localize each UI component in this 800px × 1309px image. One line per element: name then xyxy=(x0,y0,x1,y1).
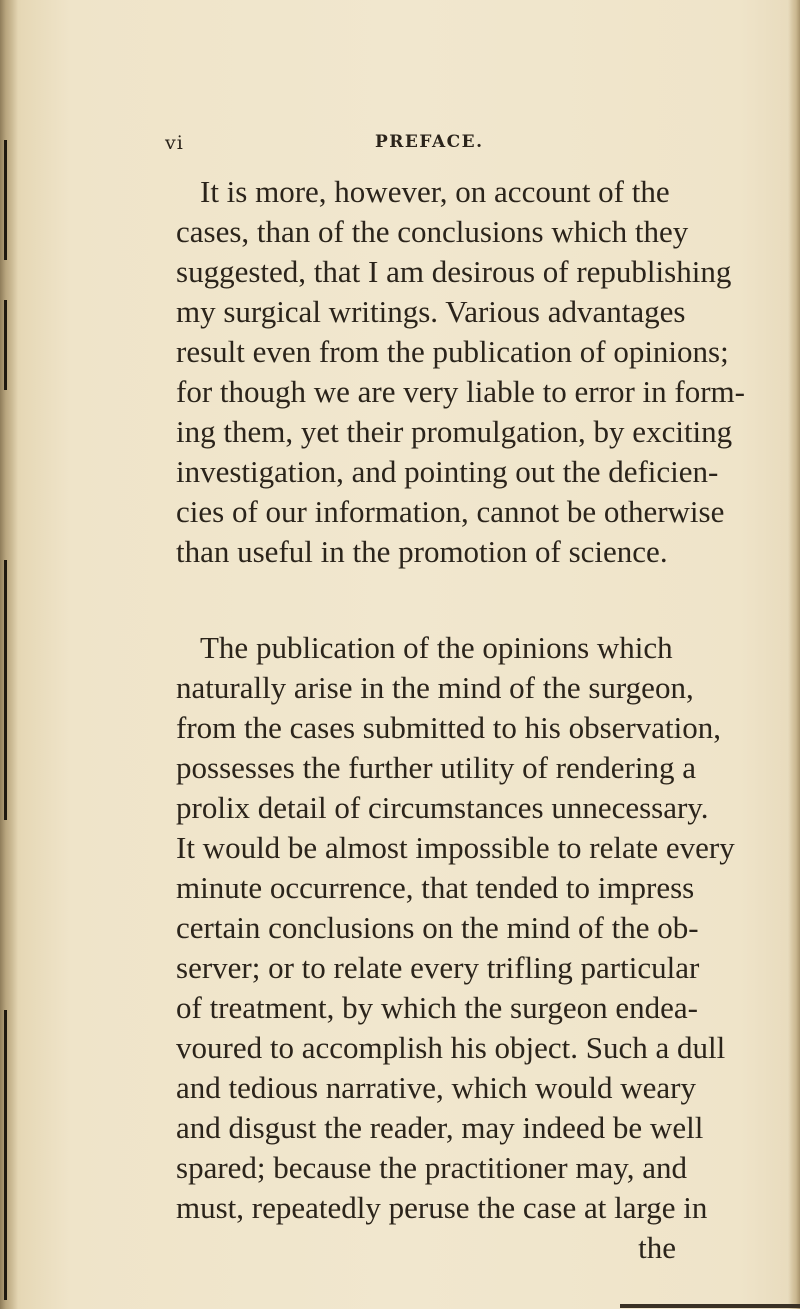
spine-mark xyxy=(4,1010,7,1300)
text-line: from the cases submitted to his observation, xyxy=(176,710,721,745)
spine-shadow xyxy=(0,0,18,1309)
text-line: server; or to relate every trifling particular xyxy=(176,950,700,985)
text-line: and disgust the reader, may indeed be well xyxy=(176,1110,704,1145)
paragraph-gap xyxy=(176,572,676,628)
text-line: result even from the publication of opinions; xyxy=(176,334,729,369)
paragraph-2 xyxy=(176,628,735,1228)
text-line: for though we are very liable to error in form- xyxy=(176,374,745,409)
text-line: prolix detail of circumstances unnecessary. xyxy=(176,790,709,825)
text-line: It would be almost impossible to relate every xyxy=(176,830,735,865)
spine-mark xyxy=(4,560,7,820)
text-line: cies of our information, cannot be otherwise xyxy=(176,494,725,529)
text-line: The publication of the opinions which xyxy=(200,630,673,665)
text-line: of treatment, by which the surgeon endea- xyxy=(176,990,698,1025)
paragraph-1 xyxy=(176,172,745,572)
page-header xyxy=(165,126,485,156)
text-line: certain conclusions on the mind of the ob- xyxy=(176,910,699,945)
text-line: investigation, and pointing out the deficien- xyxy=(176,454,719,489)
text-line: cases, than of the conclusions which they xyxy=(176,214,689,249)
body-text xyxy=(176,172,745,1268)
text-line: suggested, that I am desirous of republishing xyxy=(176,254,732,289)
text-line: voured to accomplish his object. Such a dull xyxy=(176,1030,726,1065)
text-line: must, repeatedly peruse the case at large in xyxy=(176,1190,708,1225)
running-head: PREFACE. xyxy=(375,132,484,152)
text-line: and tedious narrative, which would weary xyxy=(176,1070,696,1105)
text-line: possesses the further utility of rendering a xyxy=(176,750,696,785)
spine-mark xyxy=(4,300,7,390)
page-edge xyxy=(788,0,800,1309)
catchword: the xyxy=(638,1230,676,1265)
text-line: ing them, yet their promulgation, by exciting xyxy=(176,414,733,449)
spine-mark xyxy=(4,140,7,260)
page-number: vi xyxy=(165,132,184,154)
text-line: minute occurrence, that tended to impress xyxy=(176,870,695,905)
bottom-edge-rule xyxy=(620,1304,800,1308)
text-line: spared; because the practitioner may, and xyxy=(176,1150,687,1185)
text-line: than useful in the promotion of science. xyxy=(176,534,668,569)
text-line: It is more, however, on account of the xyxy=(200,174,670,209)
text-line: my surgical writings. Various advantages xyxy=(176,294,686,329)
text-line: naturally arise in the mind of the surgeon, xyxy=(176,670,694,705)
